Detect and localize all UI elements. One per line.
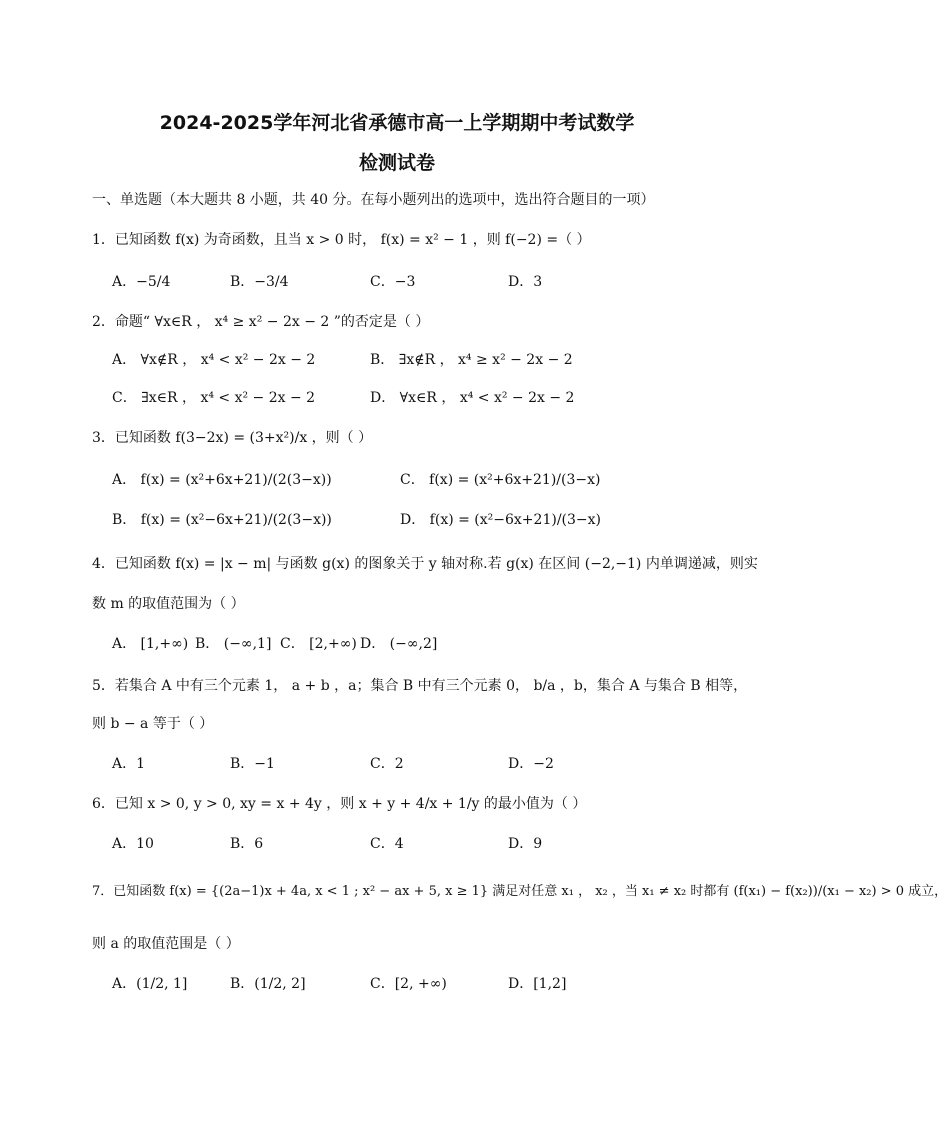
exam-subtitle: 检测试卷: [358, 152, 435, 174]
q2-option-d: D． ∀x∈R ， x⁴ < x² − 2x − 2: [370, 390, 575, 406]
q5-option-a: A．1: [112, 756, 146, 772]
q4-option-d: D． (−∞,2]: [360, 636, 438, 652]
q3-option-c: C． f(x) = (x²+6x+21)/(3−x): [400, 472, 601, 488]
q7-option-b: B．(1/2, 2]: [230, 976, 306, 992]
q4-option-c: C． [2,+∞): [280, 636, 357, 652]
q6-option-b: B．6: [230, 836, 264, 852]
question-6-stem: 6．已知 x > 0, y > 0, xy = x + 4y ，则 x + y + 4/x + 1/y 的最小值为（ ）: [92, 796, 587, 812]
q3-option-a: A． f(x) = (x²+6x+21)/(2(3−x)): [112, 472, 332, 488]
question-5-stem-2: 则 b − a 等于（ ）: [92, 716, 214, 732]
q2-option-c: C． ∃x∈R ， x⁴ < x² − 2x − 2: [112, 390, 316, 406]
q4-option-a: A． [1,+∞): [112, 636, 189, 652]
q1-option-b: B．−3/4: [230, 274, 289, 290]
q1-option-a: A．−5/4: [112, 274, 171, 290]
q7-option-a: A．(1/2, 1]: [112, 976, 188, 992]
question-4-stem-1: 4．已知函数 f(x) = |x − m| 与函数 g(x) 的图象关于 y 轴对称.若 g(x) 在区间 (−2,−1) 内单调递减，则实: [92, 556, 758, 572]
question-1-stem: 1．已知函数 f(x) 为奇函数，且当 x > 0 时， f(x) = x² − 1 ，则 f(−2) =（ ）: [92, 232, 591, 248]
section-heading: 一、单选题（本大题共 8 小题，共 40 分。在每小题列出的选项中，选出符合题目的一项）: [92, 192, 655, 208]
q2-option-a: A． ∀x∉R ， x⁴ < x² − 2x − 2: [112, 352, 316, 368]
question-7-stem-2: 则 a 的取值范围是（ ）: [92, 936, 240, 952]
question-2-stem: 2．命题“ ∀x∈R ， x⁴ ≥ x² − 2x − 2 ”的否定是（ ）: [92, 314, 430, 330]
question-4-stem-2: 数 m 的取值范围为（ ）: [92, 596, 245, 612]
q1-option-c: C．−3: [370, 274, 416, 290]
q6-option-d: D．9: [508, 836, 543, 852]
q6-option-a: A．10: [112, 836, 154, 852]
q2-option-b: B． ∃x∉R ， x⁴ ≥ x² − 2x − 2: [370, 352, 573, 368]
q5-option-b: B．−1: [230, 756, 275, 772]
exam-title: 2024-2025学年河北省承德市高一上学期期中考试数学: [159, 112, 635, 134]
q3-option-b: B． f(x) = (x²−6x+21)/(2(3−x)): [112, 512, 332, 528]
q4-option-b: B． (−∞,1]: [195, 636, 272, 652]
q3-option-d: D． f(x) = (x²−6x+21)/(3−x): [400, 512, 601, 528]
q5-option-c: C．2: [370, 756, 404, 772]
q7-option-d: D．[1,2]: [508, 976, 567, 992]
question-3-stem: 3．已知函数 f(3−2x) = (3+x²)/x ，则（ ）: [92, 430, 373, 446]
question-5-stem-1: 5．若集合 A 中有三个元素 1， a + b ，a；集合 B 中有三个元素 0， b/a ，b，集合 A 与集合 B 相等，: [92, 678, 748, 694]
question-7-stem-1: 7．已知函数 f(x) = {(2a−1)x + 4a, x < 1 ; x² − ax + 5, x ≥ 1} 满足对任意 x₁ ， x₂ ，当 x₁ ≠ x₂ 时都有 (f(x₁) − f(x₂))/(x₁ − x₂) > 0 成立，: [92, 884, 947, 899]
q1-option-d: D．3: [508, 274, 543, 290]
q6-option-c: C．4: [370, 836, 404, 852]
q7-option-c: C．[2, +∞): [370, 976, 447, 992]
q5-option-d: D．−2: [508, 756, 554, 772]
